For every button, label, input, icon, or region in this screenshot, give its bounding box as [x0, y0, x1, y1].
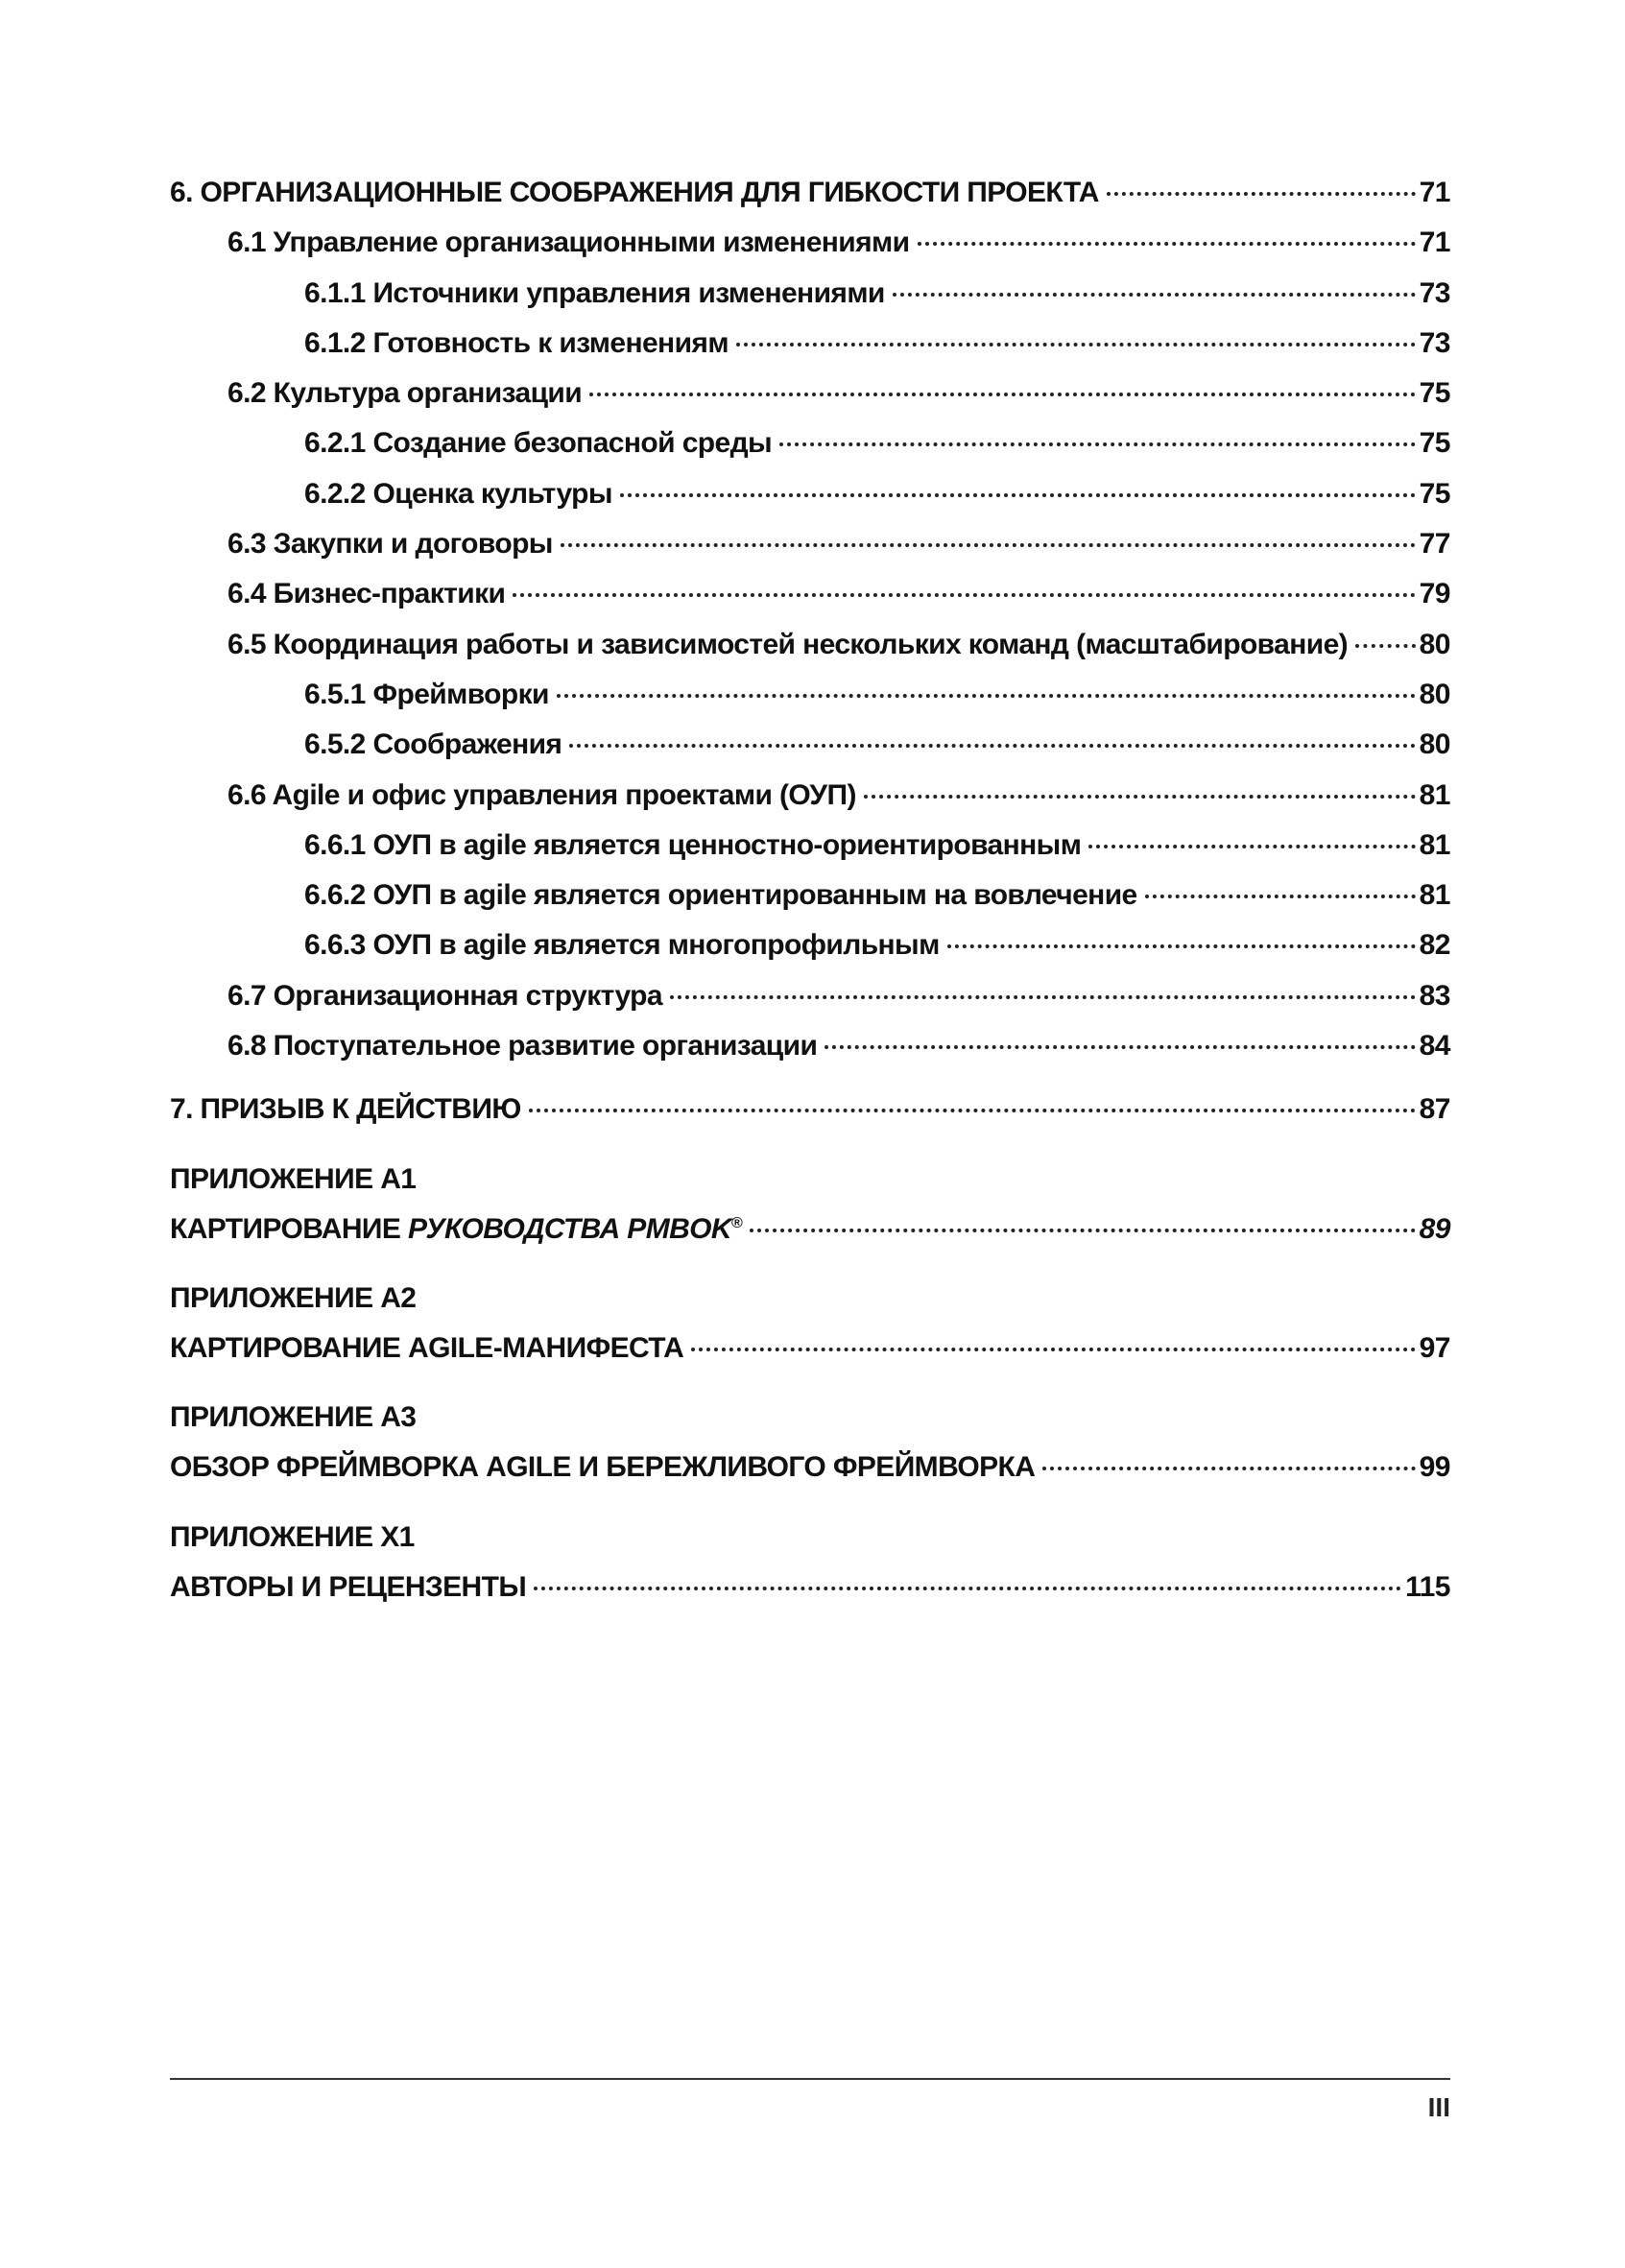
appendix-label: ПРИЛОЖЕНИЕ А1 [170, 1162, 417, 1195]
toc-entry-title: 6.1.1 Источники управления изменениями [304, 276, 885, 309]
toc-entry-title: АВТОРЫ И РЕЦЕНЗЕНТЫ [170, 1570, 527, 1603]
toc-entry-6-5[interactable] [170, 629, 1450, 679]
dot-leader [1355, 644, 1416, 648]
toc-entry-6-8[interactable] [170, 1030, 1450, 1080]
dot-leader [569, 744, 1415, 748]
spacer [170, 1502, 1450, 1521]
appendix-label: ПРИЛОЖЕНИЕ А3 [170, 1401, 417, 1434]
toc-entry-section-7[interactable] [170, 1093, 1450, 1143]
toc-entry-6-4[interactable] [170, 578, 1450, 628]
page-number: III [1427, 2092, 1450, 2122]
dot-leader [824, 1045, 1415, 1049]
toc-entry-page: 80 [1419, 728, 1450, 761]
toc-entry-page: 81 [1419, 778, 1450, 811]
dot-leader [557, 694, 1416, 698]
toc-entry-title: 6.2.2 Оценка культуры [304, 477, 612, 510]
dot-leader [864, 795, 1416, 799]
toc-entry-title [170, 1213, 742, 1246]
dot-leader [534, 1587, 1401, 1590]
toc-entry-6-6-3[interactable] [170, 929, 1450, 979]
toc-entry-page: 73 [1419, 276, 1450, 309]
spacer [170, 1144, 1450, 1163]
toc-entry-6-5-1[interactable] [170, 679, 1450, 728]
toc-entry-title: 6.6.1 ОУП в agile является ценностно-ориентированным [304, 828, 1082, 861]
toc-appendix-a3[interactable] [170, 1401, 1450, 1501]
dot-leader [513, 593, 1415, 597]
dot-leader [1088, 845, 1415, 848]
toc-entry-title: 6.8 Поступательное развитие организации [227, 1030, 818, 1062]
dot-leader [1145, 895, 1416, 898]
toc-entry-page: 79 [1419, 578, 1450, 610]
toc-entry-6-6-1[interactable] [170, 829, 1450, 879]
registered-mark: ® [730, 1214, 743, 1231]
toc-entry-6-2-1[interactable] [170, 427, 1450, 477]
toc-entry-6-6-2[interactable] [170, 879, 1450, 929]
toc-entry-page: 71 [1419, 177, 1450, 208]
toc-entry-title: 6.6.2 ОУП в agile является ориентированным на вовлечение [304, 879, 1137, 912]
toc-entry-title: 6. ОРГАНИЗАЦИОННЫЕ СООБРАЖЕНИЯ ДЛЯ ГИБКОСТИ ПРОЕКТА [170, 177, 1099, 208]
toc-entry-title: 6.4 Бизнес-практики [227, 578, 506, 610]
toc-entry-page: 71 [1419, 227, 1450, 259]
toc-entry-title: ОБЗОР ФРЕЙМВОРКА AGILE И БЕРЕЖЛИВОГО ФРЕЙМВОРКА [170, 1451, 1036, 1484]
toc-entry-6-2[interactable] [170, 377, 1450, 427]
toc-appendix-a2[interactable] [170, 1282, 1450, 1382]
toc-entry-page: 80 [1419, 678, 1450, 710]
toc-entry-title: 6.1.2 Готовность к изменениям [304, 326, 729, 359]
toc-entry-title: 6.5.2 Соображения [304, 728, 562, 761]
spacer [170, 1263, 1450, 1282]
dot-leader [750, 1229, 1415, 1232]
toc-entry-title: 6.1 Управление организационными изменениями [227, 227, 910, 259]
toc-entry-page: 81 [1419, 879, 1450, 912]
toc-entry-6-7[interactable] [170, 980, 1450, 1030]
toc-entry-title: 6.6 Agile и офис управления проектами (ОУП) [227, 778, 856, 811]
appendix-label: ПРИЛОЖЕНИЕ А2 [170, 1281, 417, 1314]
toc-entry-title: КАРТИРОВАНИЕ AGILE-МАНИФЕСТА [170, 1331, 684, 1364]
toc-entry-6-6[interactable] [170, 779, 1450, 829]
toc-entry-6-5-2[interactable] [170, 728, 1450, 778]
toc-appendix-a1[interactable] [170, 1163, 1450, 1263]
appendix-title-prefix: КАРТИРОВАНИЕ [170, 1212, 409, 1245]
appendix-title-italic: РУКОВОДСТВА PMBOK [408, 1212, 731, 1245]
appendix-title-row [170, 1451, 1450, 1501]
dot-leader [779, 442, 1416, 446]
dot-leader [589, 393, 1416, 396]
toc-entry-page: 84 [1419, 1030, 1450, 1062]
toc-entry-title: 6.5.1 Фреймворки [304, 678, 549, 710]
appendix-title-row [170, 1332, 1450, 1382]
toc-entry-title: 6.3 Закупки и договоры [227, 528, 553, 561]
toc-appendix-x1[interactable] [170, 1521, 1450, 1621]
toc-entry-page: 83 [1419, 979, 1450, 1012]
toc-entry-page: 97 [1419, 1331, 1450, 1364]
dot-leader [918, 242, 1416, 246]
dot-leader [620, 493, 1416, 497]
dot-leader [529, 1109, 1416, 1112]
toc-entry-page: 87 [1419, 1093, 1450, 1126]
toc-entry-title: 6.5 Координация работы и зависимостей нескольких команд (масштабирование) [227, 628, 1349, 660]
toc-entry-title: 6.2.1 Создание безопасной среды [304, 427, 773, 460]
dot-leader [736, 343, 1416, 346]
toc-entry-page: 89 [1419, 1212, 1450, 1245]
footer-divider [170, 2078, 1450, 2080]
appendix-title-row [170, 1571, 1450, 1621]
toc-entry-page: 75 [1419, 377, 1450, 410]
dot-leader [691, 1348, 1415, 1351]
toc-entry-6-1-1[interactable] [170, 277, 1450, 327]
toc-entry-page: 75 [1419, 477, 1450, 510]
toc-entry-6-3[interactable] [170, 528, 1450, 578]
toc-entry-6-1-2[interactable] [170, 327, 1450, 377]
table-of-contents [170, 177, 1450, 1621]
toc-entry-page: 115 [1405, 1570, 1450, 1603]
toc-entry-section-6[interactable] [170, 177, 1450, 227]
spacer [170, 1080, 1450, 1093]
dot-leader [893, 293, 1416, 297]
toc-entry-page: 80 [1419, 628, 1450, 660]
appendix-title-row [170, 1213, 1450, 1263]
dot-leader [670, 995, 1416, 999]
toc-entry-6-2-2[interactable] [170, 478, 1450, 528]
toc-entry-page: 81 [1419, 828, 1450, 861]
toc-entry-6-1[interactable] [170, 227, 1450, 276]
toc-entry-page: 73 [1419, 326, 1450, 359]
toc-entry-title: 6.7 Организационная структура [227, 979, 662, 1012]
toc-entry-page: 77 [1419, 528, 1450, 561]
dot-leader [1042, 1467, 1415, 1470]
dot-leader [947, 944, 1416, 948]
toc-entry-title: 7. ПРИЗЫВ К ДЕЙСТВИЮ [170, 1093, 521, 1126]
toc-entry-page: 82 [1419, 929, 1450, 962]
toc-entry-title: 6.6.3 ОУП в agile является многопрофильным [304, 929, 940, 962]
dot-leader [561, 543, 1416, 547]
dot-leader [1107, 192, 1416, 196]
toc-entry-page: 99 [1419, 1451, 1450, 1484]
spacer [170, 1382, 1450, 1401]
toc-entry-page: 75 [1419, 427, 1450, 460]
appendix-label: ПРИЛОЖЕНИЕ X1 [170, 1520, 415, 1553]
toc-entry-title: 6.2 Культура организации [227, 377, 583, 410]
